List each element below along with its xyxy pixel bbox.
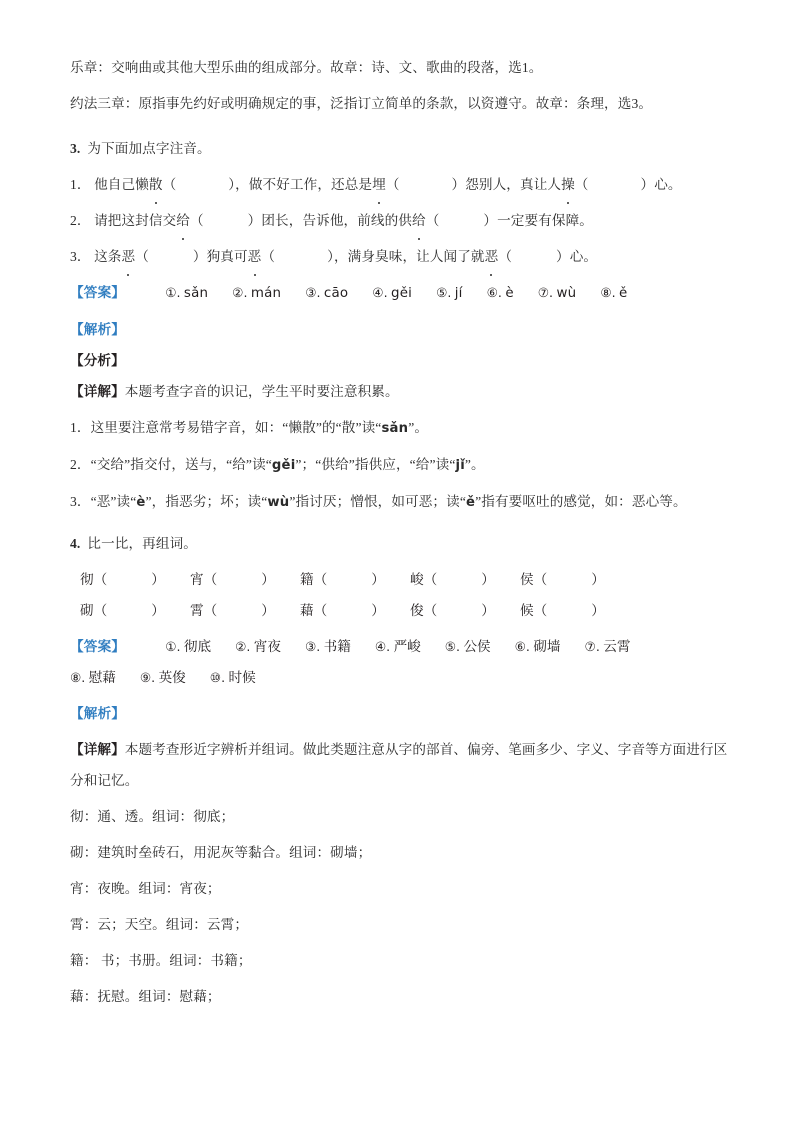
item-text: ）一定要有保障。	[483, 213, 593, 228]
answer-item	[445, 631, 491, 662]
close-paren: ）	[481, 603, 495, 618]
note-index: 3．	[70, 494, 91, 509]
close-paren: ）	[261, 603, 275, 618]
question-3-answer-list	[165, 285, 651, 300]
item-text: ），做不好工作，还总是	[228, 177, 373, 192]
note-text: “交给”指交付，送与，“给”读“	[90, 457, 272, 472]
dotted-char: 给	[176, 205, 190, 236]
answer-item	[515, 631, 561, 662]
question-3-analysis-label-row	[70, 314, 731, 345]
answer-label: 【答案】	[70, 639, 126, 654]
question-3-fenxi-label-row	[70, 345, 731, 376]
open-paren: （	[533, 572, 548, 587]
character: 籍	[300, 572, 314, 587]
answer-item	[165, 277, 208, 309]
char-row-2-cell	[190, 595, 300, 626]
question-4-answer-list-b	[70, 670, 280, 685]
answer-marker: ③.	[305, 285, 321, 300]
character: 宵	[190, 572, 204, 587]
char-row-2-cell	[300, 595, 410, 626]
char-row-1-cell	[410, 564, 520, 595]
note-text: ”指讨厌；憎恨，如可恶；读“	[289, 494, 466, 509]
answer-marker: ①.	[165, 285, 181, 300]
answer-marker: ⑥.	[514, 639, 530, 654]
note-text: ”，指恶劣；坏；读“	[145, 494, 268, 509]
xiangjie-label: 【详解】	[70, 742, 125, 757]
item-text: ）怨别人，真让人	[451, 177, 562, 192]
open-paren: （	[203, 572, 218, 587]
character: 藉	[300, 603, 314, 618]
answer-marker: ⑨.	[139, 670, 156, 685]
dotted-char: 散	[149, 169, 163, 200]
answer-value: 公侯	[463, 639, 491, 654]
answer-marker: ②.	[235, 639, 251, 654]
answer-value: gěi	[391, 286, 413, 301]
question-3-answer-row	[70, 277, 731, 309]
question-4-analysis-label-row	[70, 698, 731, 729]
char-row-1-cell	[80, 564, 190, 595]
note-index: 2．	[70, 457, 91, 472]
question-4-prompt: 比一比，再组词。	[87, 536, 197, 551]
pinyin-text: sǎn	[381, 421, 409, 436]
question-3-prompt: 为下面加点字注音。	[87, 141, 211, 156]
character: 峻	[410, 572, 424, 587]
answer-item	[305, 631, 351, 662]
answer-marker: ①.	[165, 639, 181, 654]
dotted-char: 操	[561, 169, 575, 200]
analysis-label: 【解析】	[70, 706, 126, 721]
answer-value: mán	[250, 286, 282, 301]
question-3-number: 3.	[70, 141, 81, 156]
question-4-heading	[70, 528, 731, 559]
dotted-char: 埋	[372, 169, 386, 200]
question-3-xiangjie-row	[70, 376, 731, 407]
question-4-answer-list-a	[165, 639, 654, 654]
item-index: 3．	[70, 249, 91, 264]
open-paren: （	[203, 603, 218, 618]
character: 俊	[410, 603, 424, 618]
answer-value: 慰藉	[88, 670, 116, 685]
pinyin-text: wù	[267, 495, 290, 510]
answer-value: ě	[619, 286, 628, 301]
item-text: ）狗真可	[192, 249, 248, 264]
pinyin-text: gěi	[271, 458, 296, 473]
answer-marker: ④.	[374, 639, 391, 654]
open-paren: （	[313, 572, 328, 587]
question-4-answer-row-2	[70, 662, 731, 693]
item-text: ）团长，告诉他，前线的供	[247, 213, 412, 228]
analysis-label: 【解析】	[70, 322, 126, 337]
item-text: 他自己懒	[94, 177, 149, 192]
answer-marker: ④.	[372, 285, 388, 300]
question-4-answer-row-1	[70, 631, 731, 662]
note-body	[91, 420, 428, 435]
question-3-item-2: 2． 请把这封信交给（ ）团长，告诉他，前线的供给（ ）一定要有保障。	[70, 205, 731, 236]
note-text: 这里要注意常考易错字音，如：“懒散”的“散”读“	[90, 420, 382, 435]
open-paren: （	[423, 603, 438, 618]
open-paren: （	[423, 572, 438, 587]
note-text: ”。	[464, 457, 485, 472]
answer-item	[372, 277, 412, 309]
item-text: 这条	[94, 249, 122, 264]
xiangjie-text: 本题考查字音的识记，学生平时要注意积累。	[124, 384, 399, 399]
item-text: ）心。	[640, 177, 682, 192]
intro-line-1: 乐章：交响曲或其他大型乐曲的组成部分。故章：诗、文、歌曲的段落，选1。	[70, 60, 543, 75]
answer-item	[305, 277, 348, 309]
answer-item	[210, 662, 256, 693]
answer-marker: ③.	[304, 639, 321, 654]
close-paren: ）	[151, 572, 165, 587]
char-row-2-cell	[410, 595, 520, 626]
question-3-heading	[70, 133, 731, 164]
answer-marker: ⑧.	[70, 670, 86, 685]
question-3-item-3: 3． 这条恶（ ）狗真可恶（ ），满身臭味，让人闻了就恶（ ）心。	[70, 241, 731, 272]
char-note-line: 籍： 书；书册。组词：书籍；	[70, 953, 252, 968]
answer-item	[140, 662, 186, 693]
answer-marker: ⑦.	[537, 285, 554, 300]
answer-value: sǎn	[183, 286, 209, 301]
question-4-char-notes	[70, 801, 731, 1012]
open-paren: （	[313, 603, 328, 618]
note-text: “恶”读“	[90, 494, 137, 509]
char-note-line: 砌：建筑时垒砖石，用泥灰等黏合。组词：砌墙；	[70, 845, 372, 860]
answer-value: 砌墙	[533, 639, 561, 654]
answer-marker: ⑤.	[436, 285, 452, 300]
question-4-number: 4.	[70, 536, 81, 551]
dotted-char: 恶	[248, 241, 262, 272]
close-paren: ）	[261, 572, 275, 587]
answer-value: 时候	[228, 670, 256, 685]
answer-item	[436, 277, 463, 309]
question-4-char-row-1	[70, 564, 731, 595]
note-index: 1．	[70, 420, 91, 435]
answer-item	[375, 631, 421, 662]
char-row-2-cell	[80, 595, 190, 626]
answer-item	[70, 662, 116, 693]
answer-marker: ⑦.	[584, 639, 600, 654]
close-paren: ）	[371, 572, 385, 587]
character: 彻	[80, 572, 94, 587]
char-row-1-cell	[520, 564, 630, 595]
pinyin-text: jǐ	[455, 458, 465, 473]
note-body	[91, 494, 687, 509]
question-3-note-3	[70, 486, 731, 518]
answer-label: 【答案】	[70, 285, 126, 300]
char-row-1-cell	[300, 564, 410, 595]
answer-item	[600, 277, 627, 309]
close-paren: ）	[481, 572, 495, 587]
note-text: ”；“供给”指供应，“给”读“	[295, 457, 456, 472]
character: 侯	[520, 572, 534, 587]
question-4-xiangjie-row	[70, 734, 731, 796]
note-text: ”指有要呕吐的感觉，如：恶心等。	[475, 494, 687, 509]
answer-value: è	[505, 286, 514, 301]
note-body	[91, 457, 485, 472]
answer-item	[235, 631, 281, 662]
character: 霄	[190, 603, 204, 618]
open-paren: （	[93, 572, 108, 587]
close-paren: ）	[591, 572, 605, 587]
item-index: 1．	[70, 177, 91, 192]
answer-value: 宵夜	[253, 639, 281, 654]
pinyin-text: è	[136, 495, 146, 510]
pinyin-text: ě	[465, 495, 476, 510]
char-row-2-cell	[520, 595, 630, 626]
answer-marker: ②.	[232, 285, 248, 300]
answer-value: 严峻	[393, 639, 421, 654]
dotted-char: 给	[412, 205, 426, 236]
question-3-item-1: 1． 他自己懒散（ ），做不好工作，还总是埋（ ）怨别人，真让人操（ ）心。	[70, 169, 731, 200]
answer-item	[487, 277, 514, 309]
answer-marker: ⑤.	[444, 639, 461, 654]
intro-line-2: 约法三章：原指事先约好或明确规定的事，泛指订立简单的条款，以资遵守。故章：条理，选3。	[70, 96, 653, 111]
answer-value: 英俊	[158, 670, 186, 685]
char-note-line: 霄：云；天空。组词：云霄；	[70, 917, 249, 932]
question-3-note-2	[70, 449, 731, 481]
character: 砌	[80, 603, 94, 618]
answer-item	[165, 631, 211, 662]
char-row-1-cell	[190, 564, 300, 595]
char-note-line: 彻：通、透。组词：彻底；	[70, 809, 235, 824]
char-note-line: 藉：抚慰。组词：慰藉；	[70, 989, 221, 1004]
char-note-line: 宵：夜晚。组词：宵夜；	[70, 881, 221, 896]
question-4-char-row-2	[70, 595, 731, 626]
answer-value: 书籍	[323, 639, 351, 654]
item-index: 2．	[70, 213, 91, 228]
item-text: 请把这封信交	[94, 213, 177, 228]
answer-value: cāo	[323, 286, 349, 301]
answer-marker: ⑧.	[600, 285, 616, 300]
dotted-char: 恶	[121, 241, 135, 272]
close-paren: ）	[591, 603, 605, 618]
fenxi-label: 【分析】	[70, 353, 125, 368]
close-paren: ）	[151, 603, 165, 618]
answer-item	[585, 631, 631, 662]
answer-value: wù	[556, 286, 577, 301]
answer-marker: ⑥.	[486, 285, 502, 300]
item-text: ）心。	[556, 249, 598, 264]
answer-marker: ⑩.	[209, 670, 226, 685]
open-paren: （	[533, 603, 548, 618]
note-text: ”。	[408, 420, 429, 435]
answer-value: jí	[454, 286, 463, 301]
open-paren: （	[93, 603, 108, 618]
item-text: ），满身臭味，让人闻了就	[327, 249, 485, 264]
answer-value: 云霄	[603, 639, 631, 654]
close-paren: ）	[371, 603, 385, 618]
dotted-char: 恶	[485, 241, 499, 272]
character: 候	[520, 603, 534, 618]
xiangjie-label: 【详解】	[70, 384, 125, 399]
answer-value: 彻底	[183, 639, 212, 654]
answer-item	[232, 277, 281, 309]
xiangjie-text: 本题考查形近字辨析并组词。做此类题注意从字的部首、偏旁、笔画多少、字义、字音等方面进行区分和记忆。	[70, 742, 728, 788]
answer-item	[538, 277, 577, 309]
question-3-note-1	[70, 412, 731, 444]
